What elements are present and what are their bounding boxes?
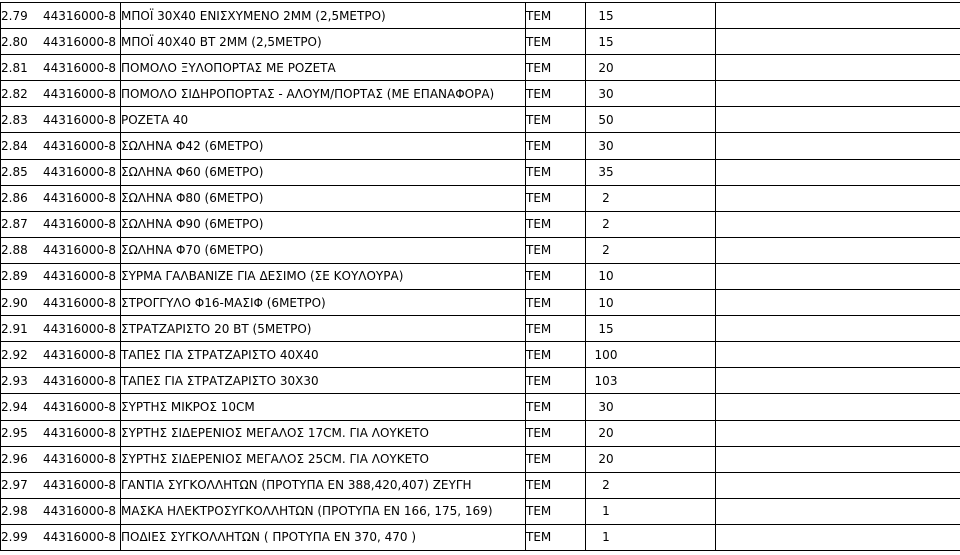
item-code: 44316000-8 xyxy=(43,399,117,414)
item-description: ΣΥΡΜΑ ΓΑΛΒΑΝΙΖΕ ΓΙΑ ΔΕΣΙΜΟ (ΣΕ ΚΟΥΛΟΥΡΑ) xyxy=(121,263,526,289)
item-number-code-cell xyxy=(1,263,121,289)
item-unit: ΤΕΜ xyxy=(526,133,586,159)
item-quantity-cell xyxy=(586,211,716,237)
item-unit: ΤΕΜ xyxy=(526,55,586,81)
item-number: 2.80 xyxy=(1,34,28,49)
item-quantity-cell xyxy=(586,29,716,55)
item-quantity-cell xyxy=(586,394,716,420)
item-unit: ΤΕΜ xyxy=(526,185,586,211)
table-row xyxy=(1,107,960,133)
table-row xyxy=(1,368,960,394)
item-number: 2.82 xyxy=(1,86,28,101)
item-number: 2.99 xyxy=(1,530,28,545)
empty-cell xyxy=(716,472,960,498)
empty-cell xyxy=(716,185,960,211)
item-code: 44316000-8 xyxy=(43,165,117,180)
item-number-code-cell xyxy=(1,29,121,55)
item-description: ΣΩΛΗΝΑ Φ42 (6ΜΕΤΡΟ) xyxy=(121,133,526,159)
item-quantity-cell xyxy=(586,290,716,316)
item-unit: ΤΕΜ xyxy=(526,420,586,446)
item-number-code-cell xyxy=(1,524,121,550)
item-unit: ΤΕΜ xyxy=(526,29,586,55)
empty-cell xyxy=(716,3,960,29)
item-quantity-cell xyxy=(586,185,716,211)
table-row xyxy=(1,498,960,524)
item-code: 44316000-8 xyxy=(43,373,117,388)
item-code: 44316000-8 xyxy=(43,139,117,154)
item-quantity: 1 xyxy=(602,504,610,519)
item-quantity-cell xyxy=(586,368,716,394)
item-code: 44316000-8 xyxy=(43,86,117,101)
item-number-code-cell xyxy=(1,498,121,524)
item-quantity-cell xyxy=(586,3,716,29)
table-row xyxy=(1,472,960,498)
item-description: ΜΠΟΪ 30Χ40 ΕΝΙΣΧΥΜΕΝΟ 2ΜΜ (2,5ΜΕΤΡΟ) xyxy=(121,3,526,29)
empty-cell xyxy=(716,316,960,342)
item-quantity: 15 xyxy=(598,34,614,49)
item-number: 2.84 xyxy=(1,139,28,154)
item-number: 2.98 xyxy=(1,504,28,519)
empty-cell xyxy=(716,498,960,524)
item-quantity: 20 xyxy=(598,452,614,467)
item-unit: ΤΕΜ xyxy=(526,107,586,133)
empty-cell xyxy=(716,133,960,159)
item-description: ΣΥΡΤΗΣ ΣΙΔΕΡΕΝΙΟΣ ΜΕΓΑΛΟΣ 17CM. ΓΙΑ ΛΟΥΚΕΤΟ xyxy=(121,420,526,446)
item-quantity: 2 xyxy=(602,217,610,232)
items-table xyxy=(0,2,960,551)
item-number-code-cell xyxy=(1,211,121,237)
table-row xyxy=(1,211,960,237)
empty-cell xyxy=(716,446,960,472)
empty-cell xyxy=(716,263,960,289)
item-description: ΣΩΛΗΝΑ Φ60 (6ΜΕΤΡΟ) xyxy=(121,159,526,185)
empty-cell xyxy=(716,107,960,133)
item-code: 44316000-8 xyxy=(43,426,117,441)
table-row xyxy=(1,316,960,342)
empty-cell xyxy=(716,237,960,263)
item-quantity-cell xyxy=(586,446,716,472)
item-number-code-cell xyxy=(1,316,121,342)
item-quantity: 50 xyxy=(598,112,614,127)
item-unit: ΤΕΜ xyxy=(526,524,586,550)
item-number-code-cell xyxy=(1,394,121,420)
item-number-code-cell xyxy=(1,237,121,263)
item-code: 44316000-8 xyxy=(43,8,117,23)
empty-cell xyxy=(716,211,960,237)
item-number-code-cell xyxy=(1,55,121,81)
item-description: ΡΟΖΕΤΑ 40 xyxy=(121,107,526,133)
item-description: ΠΟΔΙΕΣ ΣΥΓΚΟΛΛΗΤΩΝ ( ΠΡΟΤΥΠΑ ΕΝ 370, 470 ) xyxy=(121,524,526,550)
item-code: 44316000-8 xyxy=(43,478,117,493)
item-number: 2.85 xyxy=(1,165,28,180)
empty-cell xyxy=(716,342,960,368)
item-number-code-cell xyxy=(1,3,121,29)
item-quantity-cell xyxy=(586,472,716,498)
item-unit: ΤΕΜ xyxy=(526,81,586,107)
item-code: 44316000-8 xyxy=(43,530,117,545)
item-number-code-cell xyxy=(1,133,121,159)
item-number-code-cell xyxy=(1,290,121,316)
item-code: 44316000-8 xyxy=(43,504,117,519)
table-row xyxy=(1,420,960,446)
item-number: 2.87 xyxy=(1,217,28,232)
item-quantity-cell xyxy=(586,316,716,342)
item-quantity-cell xyxy=(586,81,716,107)
item-unit: ΤΕΜ xyxy=(526,394,586,420)
item-number: 2.81 xyxy=(1,60,28,75)
item-number-code-cell xyxy=(1,342,121,368)
item-number: 2.91 xyxy=(1,321,28,336)
table-row xyxy=(1,29,960,55)
item-quantity: 30 xyxy=(598,139,614,154)
item-quantity: 2 xyxy=(602,191,610,206)
item-unit: ΤΕΜ xyxy=(526,3,586,29)
table-row xyxy=(1,237,960,263)
item-quantity: 15 xyxy=(598,8,614,23)
item-quantity: 103 xyxy=(594,373,618,388)
empty-cell xyxy=(716,55,960,81)
item-unit: ΤΕΜ xyxy=(526,159,586,185)
item-number-code-cell xyxy=(1,159,121,185)
item-number-code-cell xyxy=(1,446,121,472)
table-row xyxy=(1,394,960,420)
item-code: 44316000-8 xyxy=(43,347,117,362)
item-quantity-cell xyxy=(586,55,716,81)
item-unit: ΤΕΜ xyxy=(526,237,586,263)
item-number-code-cell xyxy=(1,420,121,446)
item-quantity-cell xyxy=(586,342,716,368)
item-quantity: 100 xyxy=(594,347,618,362)
empty-cell xyxy=(716,368,960,394)
item-unit: ΤΕΜ xyxy=(526,290,586,316)
item-description: ΣΩΛΗΝΑ Φ80 (6ΜΕΤΡΟ) xyxy=(121,185,526,211)
item-description: ΣΥΡΤΗΣ ΣΙΔΕΡΕΝΙΟΣ ΜΕΓΑΛΟΣ 25CM. ΓΙΑ ΛΟΥΚΕΤΟ xyxy=(121,446,526,472)
item-number: 2.93 xyxy=(1,373,28,388)
item-description: ΜΑΣΚΑ ΗΛΕΚΤΡΟΣΥΓΚΟΛΛΗΤΩΝ (ΠΡΟΤΥΠΑ ΕΝ 166, 175, 169) xyxy=(121,498,526,524)
item-number: 2.86 xyxy=(1,191,28,206)
item-number: 2.89 xyxy=(1,269,28,284)
table-row xyxy=(1,446,960,472)
item-code: 44316000-8 xyxy=(43,60,117,75)
item-quantity: 30 xyxy=(598,86,614,101)
item-quantity: 15 xyxy=(598,321,614,336)
item-description: ΣΤΡΑΤΖΑΡΙΣΤΟ 20 ΒΤ (5ΜΕΤΡΟ) xyxy=(121,316,526,342)
item-description: ΣΤΡΟΓΓΥΛΟ Φ16-ΜΑΣΙΦ (6ΜΕΤΡΟ) xyxy=(121,290,526,316)
item-code: 44316000-8 xyxy=(43,295,117,310)
item-code: 44316000-8 xyxy=(43,243,117,258)
item-code: 44316000-8 xyxy=(43,452,117,467)
item-unit: ΤΕΜ xyxy=(526,368,586,394)
item-quantity-cell xyxy=(586,524,716,550)
item-number: 2.90 xyxy=(1,295,28,310)
table-row xyxy=(1,185,960,211)
empty-cell xyxy=(716,524,960,550)
item-quantity: 20 xyxy=(598,426,614,441)
empty-cell xyxy=(716,290,960,316)
item-number: 2.83 xyxy=(1,112,28,127)
item-number-code-cell xyxy=(1,368,121,394)
item-number-code-cell xyxy=(1,107,121,133)
item-unit: ΤΕΜ xyxy=(526,472,586,498)
item-number: 2.92 xyxy=(1,347,28,362)
item-quantity-cell xyxy=(586,107,716,133)
item-quantity: 2 xyxy=(602,243,610,258)
item-quantity-cell xyxy=(586,133,716,159)
item-code: 44316000-8 xyxy=(43,112,117,127)
item-description: ΣΥΡΤΗΣ ΜΙΚΡΟΣ 10CM xyxy=(121,394,526,420)
item-code: 44316000-8 xyxy=(43,217,117,232)
item-description: ΤΑΠΕΣ ΓΙΑ ΣΤΡΑΤΖΑΡΙΣΤΟ 30Χ30 xyxy=(121,368,526,394)
item-code: 44316000-8 xyxy=(43,191,117,206)
item-number: 2.95 xyxy=(1,426,28,441)
item-number: 2.96 xyxy=(1,452,28,467)
table-row xyxy=(1,81,960,107)
item-description: ΠΟΜΟΛΟ ΞΥΛΟΠΟΡΤΑΣ ΜΕ ΡΟΖΕΤΑ xyxy=(121,55,526,81)
item-unit: ΤΕΜ xyxy=(526,498,586,524)
item-number-code-cell xyxy=(1,472,121,498)
table-row xyxy=(1,159,960,185)
item-description: ΓΑΝΤΙΑ ΣΥΓΚΟΛΛΗΤΩΝ (ΠΡΟΤΥΠΑ ΕΝ 388,420,407) ΖΕΥΓΗ xyxy=(121,472,526,498)
item-number: 2.88 xyxy=(1,243,28,258)
item-quantity: 10 xyxy=(598,295,614,310)
item-code: 44316000-8 xyxy=(43,34,117,49)
item-quantity-cell xyxy=(586,159,716,185)
item-code: 44316000-8 xyxy=(43,321,117,336)
table-row xyxy=(1,263,960,289)
item-unit: ΤΕΜ xyxy=(526,263,586,289)
item-description: ΣΩΛΗΝΑ Φ70 (6ΜΕΤΡΟ) xyxy=(121,237,526,263)
item-unit: ΤΕΜ xyxy=(526,211,586,237)
item-number-code-cell xyxy=(1,81,121,107)
item-quantity-cell xyxy=(586,263,716,289)
empty-cell xyxy=(716,29,960,55)
item-unit: ΤΕΜ xyxy=(526,316,586,342)
item-number-code-cell xyxy=(1,185,121,211)
empty-cell xyxy=(716,159,960,185)
item-code: 44316000-8 xyxy=(43,269,117,284)
item-description: ΤΑΠΕΣ ΓΙΑ ΣΤΡΑΤΖΑΡΙΣΤΟ 40Χ40 xyxy=(121,342,526,368)
item-quantity: 1 xyxy=(602,530,610,545)
item-quantity: 10 xyxy=(598,269,614,284)
item-number: 2.97 xyxy=(1,478,28,493)
item-quantity-cell xyxy=(586,237,716,263)
item-description: ΣΩΛΗΝΑ Φ90 (6ΜΕΤΡΟ) xyxy=(121,211,526,237)
table-row xyxy=(1,55,960,81)
empty-cell xyxy=(716,81,960,107)
item-unit: ΤΕΜ xyxy=(526,342,586,368)
table-row xyxy=(1,524,960,550)
item-quantity: 35 xyxy=(598,165,614,180)
item-quantity: 2 xyxy=(602,478,610,493)
empty-cell xyxy=(716,420,960,446)
item-quantity: 30 xyxy=(598,399,614,414)
item-unit: ΤΕΜ xyxy=(526,446,586,472)
item-number: 2.94 xyxy=(1,399,28,414)
table-row xyxy=(1,290,960,316)
item-quantity-cell xyxy=(586,498,716,524)
item-description: ΠΟΜΟΛΟ ΣΙΔΗΡΟΠΟΡΤΑΣ - ΑΛΟΥΜ/ΠΟΡΤΑΣ (ΜΕ ΕΠΑΝΑΦΟΡΑ) xyxy=(121,81,526,107)
item-description: ΜΠΟΪ 40Χ40 ΒΤ 2ΜΜ (2,5ΜΕΤΡΟ) xyxy=(121,29,526,55)
empty-cell xyxy=(716,394,960,420)
table-row xyxy=(1,3,960,29)
table-row xyxy=(1,133,960,159)
item-quantity: 20 xyxy=(598,60,614,75)
item-number: 2.79 xyxy=(1,8,28,23)
items-table-body xyxy=(1,3,960,551)
item-quantity-cell xyxy=(586,420,716,446)
table-row xyxy=(1,342,960,368)
